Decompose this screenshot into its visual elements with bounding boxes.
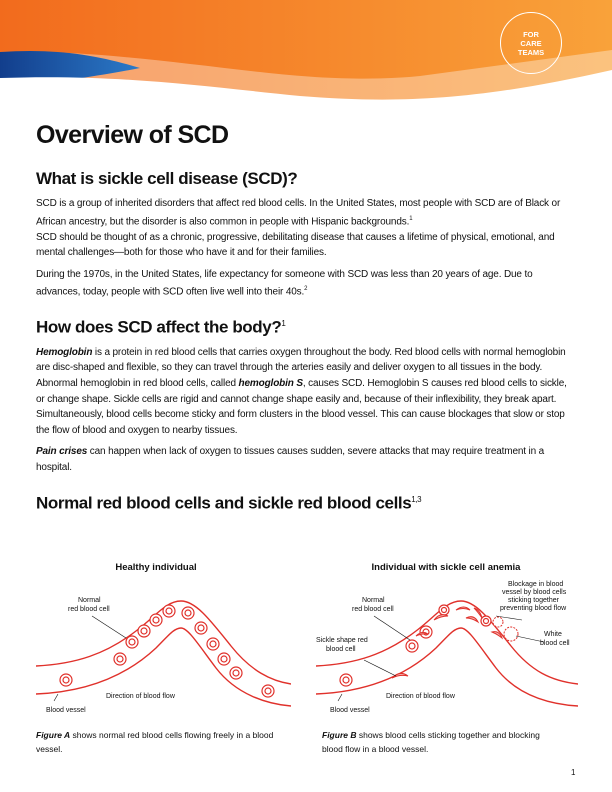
badge-text: FOR CARE TEAMS (517, 29, 545, 57)
figure-b-title: Individual with sickle cell anemia (371, 562, 521, 573)
label-normal: Normal (78, 597, 101, 604)
page-number: 1 (571, 768, 576, 777)
figure-b-diagram (316, 576, 578, 716)
label-flow: Direction of blood flow (106, 693, 175, 700)
page-title: Overview of SCD (36, 121, 229, 149)
label-flow: Direction of blood flow (386, 693, 455, 700)
section-how-scd-affects-body (36, 313, 576, 475)
figure-b-caption: Figure B shows blood cells sticking together and blocking blood flow in a blood vessel. (322, 730, 540, 754)
label-sickle: Sickle shape red (316, 637, 368, 644)
paragraph: Hemoglobin is a protein in red blood cells that carries oxygen throughout the body. Red blood cells with normal hemoglobin are disc-shaped and flexible, so they can travel through the arteries easily and deliver oxygen to all tissues in the body. Abnormal hemoglobin in red blood cells, called hemoglobin S, causes SCD. Hemoglobin S causes red blood cells to sickle, or change shape. Sickle cells are rigid and cannot change shape easily and, because of their inflexibility, they break apart. Simultaneously, blood cells become sticky and form clusters in the blood vessel. This can cause blockages that slow or stop the flow of blood and oxygen to nearby tissues. (36, 346, 567, 436)
label-normal-2: red blood cell (68, 606, 110, 613)
label-normal-2: red blood cell (352, 606, 394, 613)
figure-a-caption: Figure A shows normal red blood cells flowing freely in a blood vessel. (36, 730, 274, 754)
label-white-2: blood cell (540, 640, 570, 647)
label-vessel: Blood vessel (330, 707, 370, 714)
figures (36, 556, 576, 766)
label-blockage-4: preventing blood flow (500, 605, 567, 612)
label-normal: Normal (362, 597, 385, 604)
label-blockage: Blockage in blood (508, 581, 564, 588)
figure-a-title: Healthy individual (115, 562, 197, 573)
label-white: White (544, 631, 562, 638)
label-blockage-3: sticking together (508, 597, 559, 604)
section-what-is-scd (36, 168, 576, 300)
label-vessel: Blood vessel (46, 707, 86, 714)
for-care-teams-badge (500, 12, 562, 74)
section-heading-what-is-scd: What is sickle cell disease (SCD)? (36, 169, 298, 188)
paragraph: SCD is a group of inherited disorders that affect red blood cells. In the United States, most people with SCD are of Black or African ancestry, but the disorder is also common in people with Hispanic backgrounds.$^1$ SCD should be thought of as a chronic, progressive, debilitating disease that causes a lifetime of physical, emotional, and mental challenges—both for those who have it and for their families. (36, 198, 561, 259)
paragraph: During the 1970s, in the United States, life expectancy for someone with SCD was less than 20 years of age. Due to advances, today, people with SCD often live well into their 40s.$^2$ (36, 268, 533, 298)
section-heading-normal-vs-sickle: Normal red blood cells and sickle red blood cells$^{1,3}$ (36, 493, 422, 513)
main-content (36, 120, 576, 520)
section-heading-how-scd-affects: How does SCD affect the body?$^1$ (36, 317, 286, 337)
paragraph: Pain crises can happen when lack of oxygen to tissues causes sudden, severe attacks that may require treatment in a hospital. (36, 446, 545, 474)
label-blockage-2: vessel by blood cells (502, 589, 567, 596)
label-sickle-2: blood cell (326, 646, 356, 653)
figure-a-diagram (36, 576, 291, 716)
